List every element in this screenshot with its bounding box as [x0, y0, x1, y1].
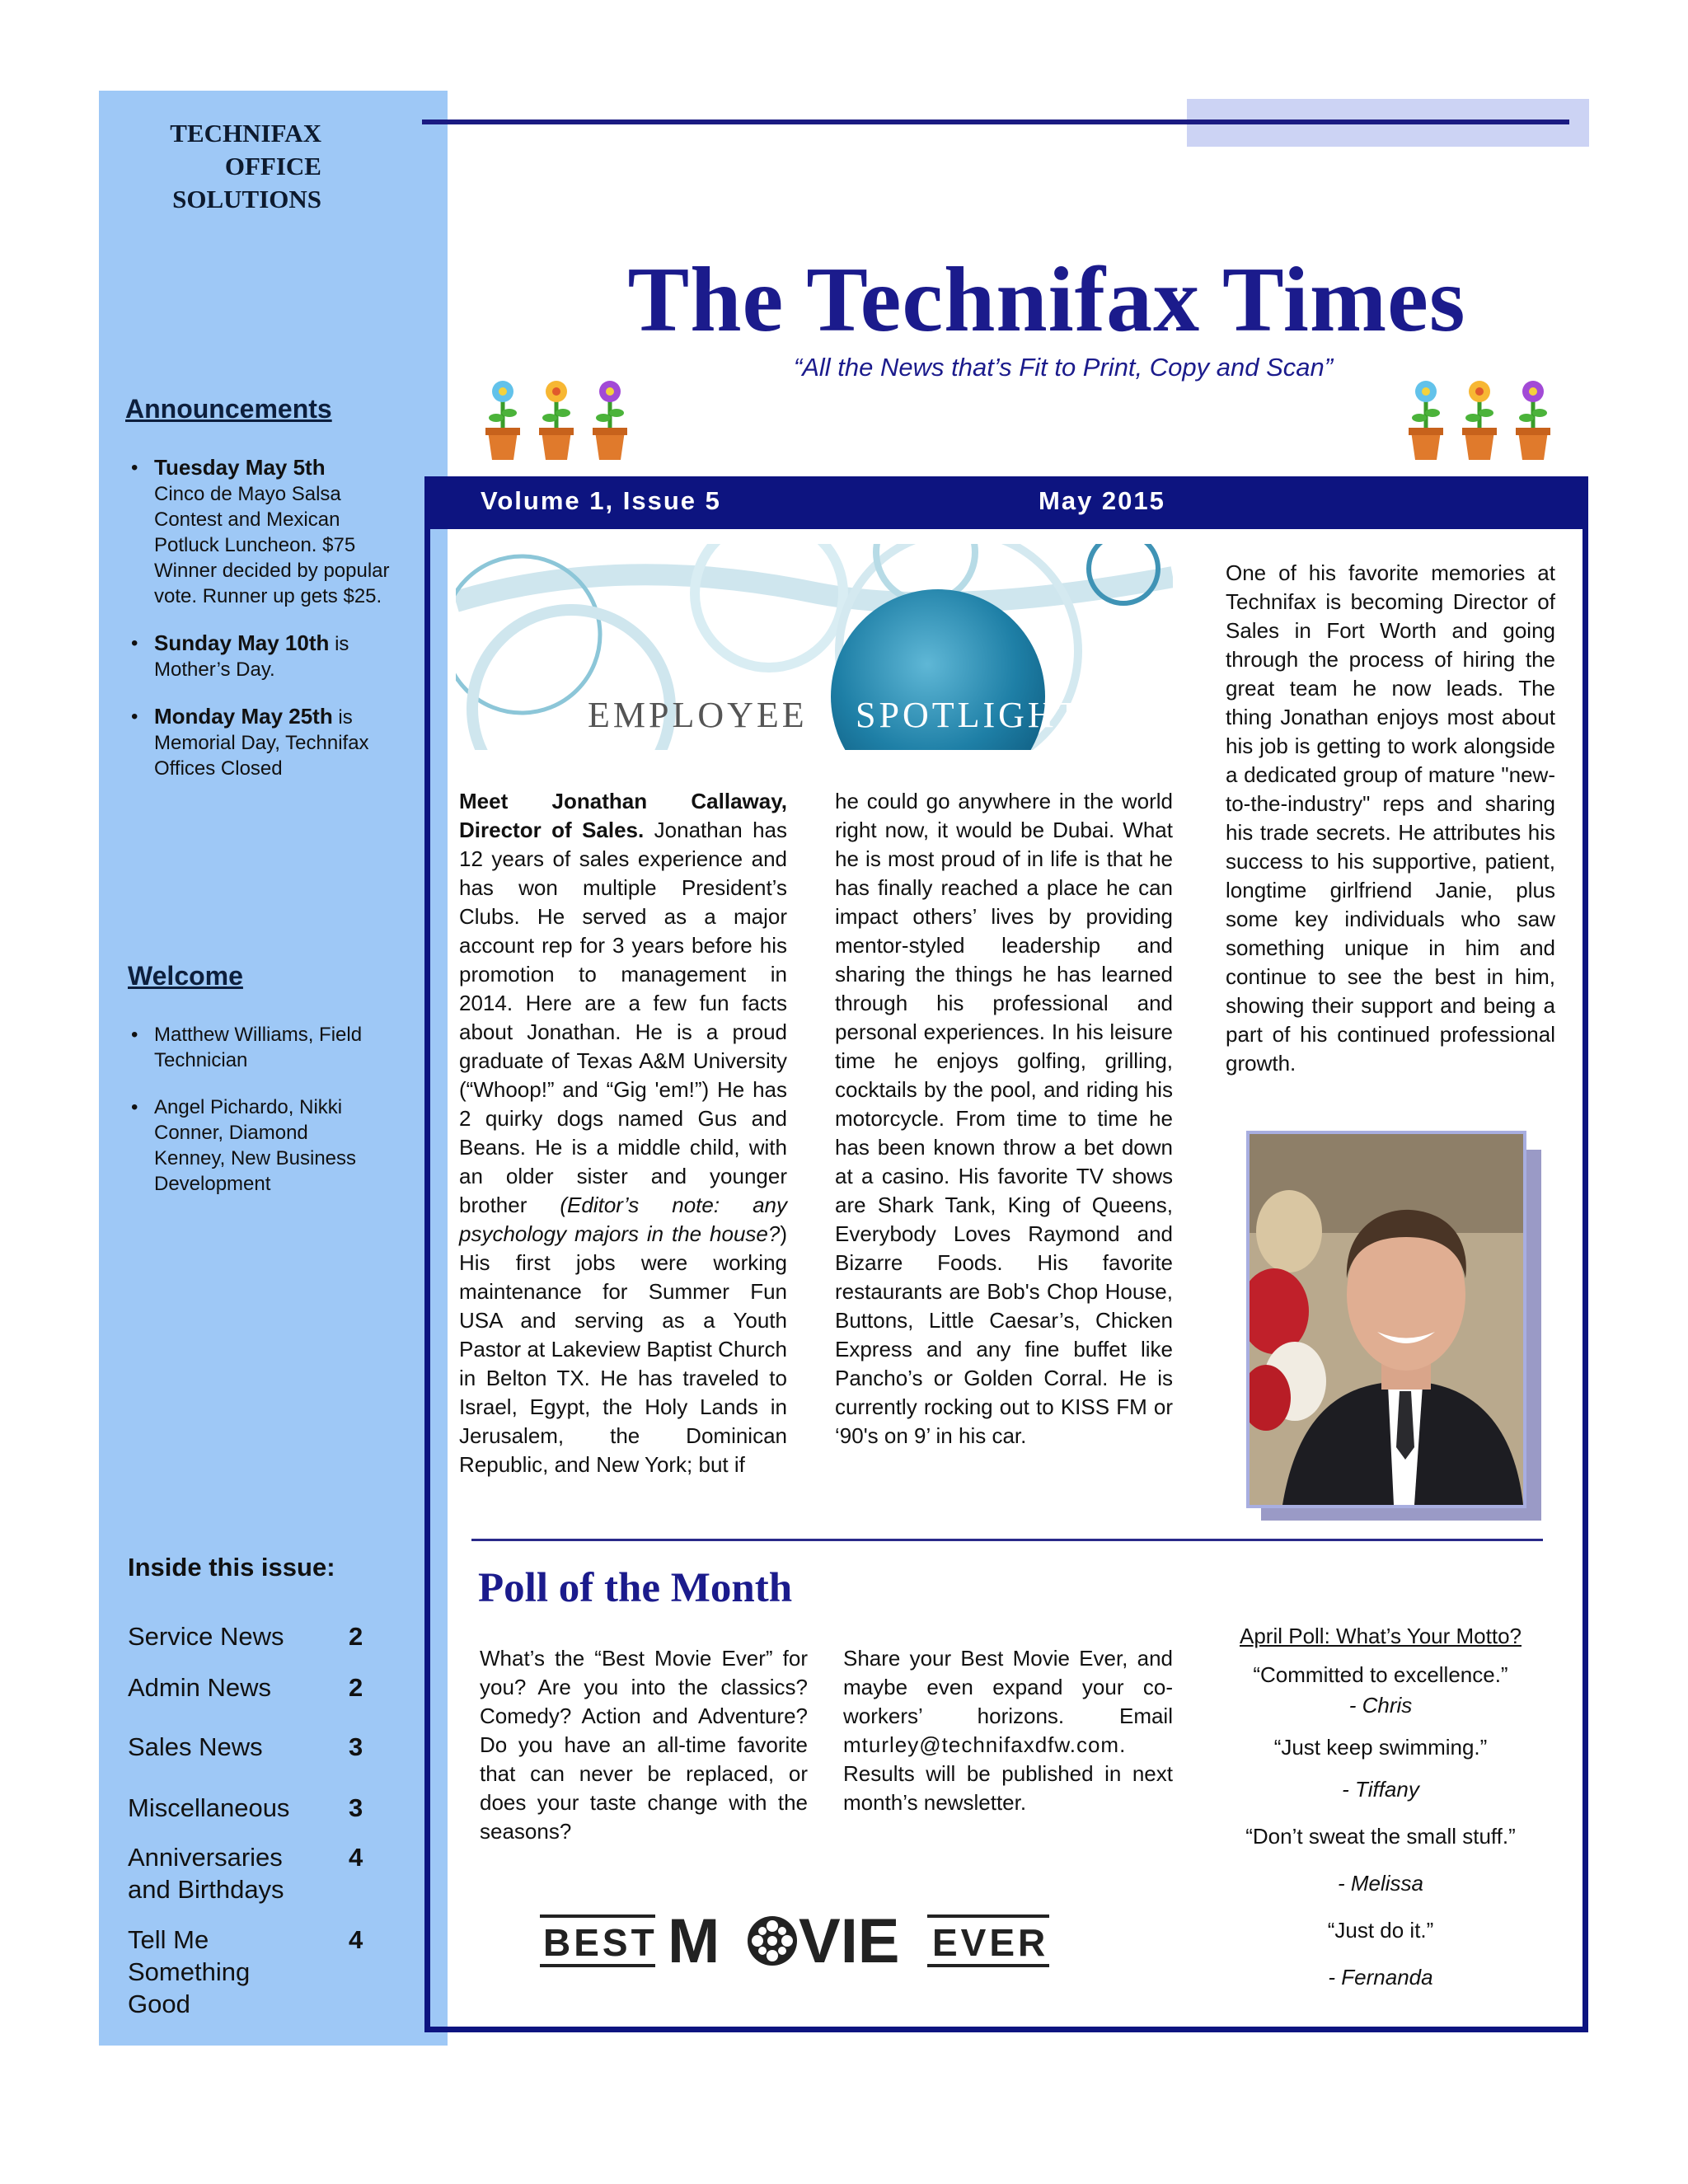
toc-page: 3	[349, 1793, 363, 1822]
toc-page: 2	[349, 1673, 363, 1702]
motto-quote: “Just do it.”	[1327, 1918, 1434, 1943]
article-column-1	[459, 787, 787, 1479]
announcement-text: Cinco de Mayo Salsa Contest and Mexican Potluck Luncheon. $75 Winner decided by popular vote. Runner up gets $25.	[154, 483, 390, 607]
toc-row[interactable]	[128, 1731, 367, 1763]
employee-spotlight-banner	[456, 544, 1173, 766]
announcement-text: is Mother’s Day.	[154, 633, 349, 681]
article-text: ) His first jobs were working maintenance for Summer Fun USA and serving as a Youth Pastor at Lakeview Baptist Church in Belton TX. He has traveled to Israel, Egypt, the Holy Lands in Jerusalem, the Dominican Republic, and New York; but if	[459, 1221, 787, 1477]
article-text: Jonathan has 12 years of sales experience and has won multiple President’s Clubs. He served as a major account rep for 3 years before his promotion to management in 2014. Here are a few fun facts about Jonathan. He is a proud graduate of Texas A&M University (“Whoop!” and “Gig 'em!”) He has 2 quirky dogs named Gus and Beans. He is a middle child, with an older sister and younger brother	[459, 818, 787, 1217]
toc-row[interactable]	[128, 1671, 367, 1704]
flower-pots-left	[478, 375, 635, 466]
logo-ever: EVER	[932, 1921, 1049, 1964]
logo-movie-vie: VIE	[799, 1908, 900, 1974]
welcome-list	[126, 1022, 373, 1218]
list-item	[126, 455, 390, 609]
best-movie-ever-logo	[540, 1908, 1051, 1974]
poll-divider	[471, 1539, 1543, 1541]
company-line: SOLUTIONS	[172, 185, 321, 213]
article-lead: Meet Jonathan Callaway, Director of Sales.	[459, 789, 787, 842]
employee-photo	[1246, 1131, 1526, 1508]
list-item	[126, 704, 390, 781]
poll-heading: Poll of the Month	[478, 1565, 793, 1611]
flower-icon	[1516, 381, 1550, 460]
company-line: OFFICE	[224, 152, 321, 180]
flower-icon	[1409, 381, 1443, 460]
logo-movie-m: M	[668, 1908, 720, 1974]
toc-page: 4	[349, 1925, 363, 1954]
toc-row[interactable]	[128, 1792, 367, 1824]
list-item: • Angel Pichardo, Nikki Conner, Diamond Kenney, New Business Development	[126, 1094, 373, 1197]
announcements-heading: Announcements	[125, 394, 332, 424]
announcement-date: Sunday May 10th	[154, 630, 330, 655]
company-line: TECHNIFAX	[170, 119, 321, 148]
toc-page: 2	[349, 1622, 363, 1651]
logo-best: BEST	[543, 1921, 658, 1964]
toc-row[interactable]	[128, 1841, 363, 1905]
toc-label: Anniversaries and Birthdays	[128, 1843, 284, 1904]
toc-heading: Inside this issue:	[128, 1553, 335, 1582]
motto-quote: “Committed to excellence.”	[1253, 1662, 1508, 1687]
april-poll	[1212, 1624, 1550, 1990]
spotlight-word-1: EMPLOYEE	[588, 695, 808, 735]
poll-column-1: What’s the “Best Movie Ever” for you? Are you into the classics? Comedy? Action and Adventure? Do you have an all-time favorite that can never be replaced, or does your taste change with the seasons?	[480, 1646, 808, 1844]
header-rule	[422, 120, 1569, 124]
toc-row[interactable]	[128, 1924, 363, 2020]
motto-author: - Melissa	[1337, 1871, 1423, 1896]
toc-label: Miscellaneous	[128, 1793, 290, 1822]
issue-volume: Volume 1, Issue 5	[481, 486, 721, 515]
toc-label: Service News	[128, 1622, 284, 1651]
toc-label: Admin News	[128, 1673, 271, 1702]
announcement-text: is Memorial Day, Technifax Offices Closed	[154, 706, 369, 780]
list-item	[126, 630, 390, 682]
poll-text: Share your Best Movie Ever, and maybe even expand your co-workers’ horizons. Email	[843, 1646, 1173, 1728]
flower-pots-right	[1401, 375, 1558, 466]
poll-column-2	[843, 1644, 1173, 1817]
article-column-3: One of his favorite memories at Technifax is becoming Director of Sales in Fort Worth and going through the process of hiring the great team he now leads. The thing Jonathan enjoys most about his job is getting to work alongside a dedicated group of mature "new-to-the-industry" reps and sharing his trade secrets. He attributes his success to his supportive, patient, longtime girlfriend Janie, plus some key individuals who saw something unique in him and continue to see the best in him, showing their support and being a part of his continued professional growth.	[1226, 560, 1555, 1076]
email-link[interactable]: mturley@technifaxdfw.com	[843, 1732, 1120, 1757]
toc-label: Sales News	[128, 1732, 263, 1761]
announcement-date: Monday May 25th	[154, 704, 333, 729]
announcement-date: Tuesday May 5th	[154, 455, 326, 480]
editor-note: (Editor’s note: any psychology majors in the house?	[459, 1193, 787, 1246]
issue-date: May 2015	[1039, 486, 1165, 515]
motto-quote: “Just keep swimming.”	[1273, 1735, 1488, 1760]
article-column-2: he could go anywhere in the world right now, it would be Dubai. What he is most proud of in life is that he has finally reached a place he can impact others’ lives by providing mentor-styled leadership and sharing the things he has learned through his professional and personal experiences. In his leisure time he enjoys golfing, grilling, cocktails by the pool, and riding his motorcycle. From time to time he has been known throw a bet down at a casino. His favorite TV shows are Shark Tank, King of Queens, Everybody Loves Raymond and Bizarre Foods. His favorite restaurants are Bob's Chop House, Buttons, Little Caesar’s, Chicken Express and any fine buffet like Pancho’s or Golden Corral. He is currently rocking out to KISS FM or ‘90's on 9’ in his car.	[835, 789, 1173, 1448]
poll-text: . Results will be published in next month’s newsletter.	[843, 1732, 1173, 1815]
toc-page: 4	[349, 1843, 363, 1872]
april-poll-heading: April Poll: What’s Your Motto?	[1239, 1624, 1522, 1648]
motto-quote: “Don’t sweat the small stuff.”	[1245, 1824, 1516, 1849]
flower-icon	[593, 381, 627, 460]
toc-page: 3	[349, 1732, 363, 1761]
spotlight-word-2: SPOTLIGHT	[856, 695, 1083, 735]
motto-author: - Fernanda	[1328, 1965, 1433, 1990]
flower-icon	[1462, 381, 1497, 460]
company-name	[99, 117, 321, 216]
newsletter-title: The Technifax Times	[627, 249, 1466, 351]
flower-icon	[539, 381, 574, 460]
flower-icon	[485, 381, 520, 460]
announcements-list	[126, 455, 390, 803]
motto-author: - Chris	[1348, 1693, 1413, 1718]
toc-row[interactable]	[128, 1620, 367, 1652]
welcome-heading: Welcome	[128, 961, 243, 991]
list-item: • Matthew Williams, Field Technician	[126, 1022, 373, 1073]
toc-label: Tell Me Something Good	[128, 1925, 251, 2018]
tagline: “All the News that’s Fit to Print, Copy and Scan”	[793, 353, 1334, 382]
film-reel-icon	[748, 1916, 797, 1966]
motto-author: - Tiffany	[1342, 1777, 1419, 1802]
